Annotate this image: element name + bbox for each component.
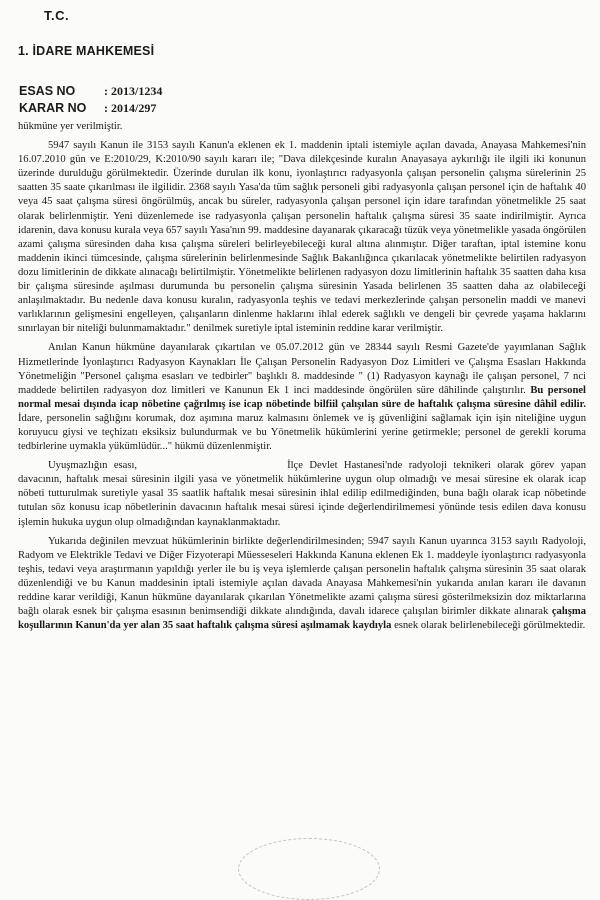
paragraph-regulation (18, 341, 586, 454)
regulation-bold-text: Bu personel normal mesai dışında icap nöbetine çağrılmış ise icap nöbetinde bilfiil çalışılan süre de haftalık çalışma süresine dâhil edilir. (18, 384, 587, 410)
esas-value: : 2013/1234 (104, 84, 163, 98)
esas-label: ESAS NO (19, 84, 76, 98)
country-heading: T.C. (44, 8, 70, 23)
dispute-text: Uyuşmazlığın esası, (48, 460, 138, 472)
karar-label: KARAR NO (19, 101, 87, 115)
evaluation-text-cont: esnek olarak belirlenebileceği görülmektedir. (394, 620, 586, 632)
document-body (18, 120, 586, 633)
paragraph-evaluation (18, 535, 586, 634)
dispute-text-cont: İlçe Devlet Hastanesi'nde radyoloji teknikeri olarak görev yapan davacının, haftalık mesai süresinin ilgili yasa ve yönetmelik hükümlerine uygun olup olmadığı ve mesai süresine ek olarak icap nöbeti tutturulmak suretiyle yasal 35 saatlik haftalık mesai süresinin ihlal edilip edilmediğinden, buna bağlı olarak icap nöbetinde tutulan söz konusu icap nöbetlerinin davacının haftalık mesai süresi içinde değerlendirilmemesi yönünde tesis edilen dava konusu işlemin hukuka uygun olup olmadığından kaynaklanmaktadır. (18, 460, 587, 528)
paragraph-dispute (18, 459, 586, 529)
karar-number-row (19, 101, 156, 116)
court-stamp (238, 838, 380, 900)
esas-number-row (19, 84, 162, 99)
paragraph-constitutional-court: 5947 sayılı Kanun ile 3153 sayılı Kanun'a eklenen ek 1. maddenin iptali istemiyle açılan davada, Anayasa Mahkemesi'nin 16.07.2010 gün ve E:2010/29, K:2010/90 sayılı kararı ile; "Dava dilekçesinde kuralın Anayasaya aykırılığı ile ilgili iki konunun üzerinde durulduğu görülmektedir. Üzerinde durulan ilk konu, iyonlaştırıcı radyasyonla çalışan personelin çalışma sürelerinin 25 saatten 35 saate çıkarılması ile ilgilidir. 2368 sayılı Yasa'da tüm sağlık personeli gibi radyasyonla çalışan personel için de haftalık 40 veya 45 saat çalışma süresi öngörülmüş, ancak bu süreler, radyasyonla çalışan personel için idare tarafından yönetmelikle 25 saat olarak belirlenmiştir. Yeni düzenlemede ise radyasyonla çalışan personelin haftalık çalışma süresi 35 saate indirilmiştir. Ayrıca idarenin, dava konusu kurala veya 657 sayılı Yasa'nın 99. maddesine dayanarak çıkaracağı tüzük veya yönetmelikle yasada öngörülen azami çalışma süresinden daha kısa çalışma süreleri belirleyebileceği kural altına alınmıştır. Diğer taraftan, iptal istemine konu maddenin ikinci tümcesinde, çalışma sürelerinin belirlenmesinde Sağlık Bakanlığınca çıkarılacak yönetmelikte belirtilen radyasyon dozu limitlerinin de dikkate alınacağı belirtilmiştir. Yönetmelikte belirlenen radyasyon dozu limitlerinin haftalık 35 saatten daha kısa bir çalışma süresinde aşılması durumunda bu personelin çalışma süresinin Yasada belirlenen 35 saatten daha az olabileceği anlaşılmaktadır. Bu nedenle dava konusu kuralın, radyasyonla teşhis ve tedavi merkezlerinde çalışan personelin maddi ve manevi varlıklarının gelişmesini engelleyen, çalışanların dinlenme haklarını ihlal ederek sağlıklı ve dengeli bir çevrede yaşama haklarını sınırlayan bir niteliği bulunmamaktadır." denilmek suretiyle iptal isteminin reddine karar verilmiştir. (18, 140, 586, 335)
court-name: 1. İDARE MAHKEMESİ (18, 44, 155, 58)
regulation-text: Anılan Kanun hükmüne dayanılarak çıkartılan ve 05.07.2012 gün ve 28344 sayılı Resmi Gazete'de yayımlanan Sağlık Hizmetlerinde İyonlaştırıcı Radyasyon Kaynakları İle Çalışan Personelin Radyasyon Doz Limitleri ve Çalışma Esasları Hakkında Yönetmeliğin "Personel çalışma esasları ve tedbirler" başlıklı 8. maddesinde " (1) Radyasyon kaynağı ile çalışan personel, 7 nci maddede belirtilen radyasyon doz limitleri ve Kanunun Ek 1 inci maddesinde öngörülen süre dâhilinde çalıştırılır. (18, 342, 586, 396)
regulation-text-cont: İdare, personelin sağlığını korumak, doz aşımına maruz kalmasını önlemek ve iş güvenliğini sağlamak için işin niteliğine uygun koruyucu giysi ve teçhizatı eksiksiz bulundurmak ve bu Yönetmelik hükümlerini yerine getirmekle; personel de gerekli koruma tedbirlerine uymakla yükümlüdür..." hükmü düzenlenmiştir. (18, 412, 586, 453)
paragraph-intro: hükmüne yer verilmiştir. (18, 121, 123, 132)
evaluation-text: Yukarıda değinilen mevzuat hükümlerinin birlikte değerlendirilmesinden; 5947 sayılı Kanun uyarınca 3153 sayılı Radyoloji, Radyom ve Elektrikle Tedavi ve Diğer Fizyoterapi Müesseseleri Hakkında Kanuna eklenen Ek 1. maddeyle iyonlaştırıcı radyasyonla teşhis, tedavi veya araştırmanın yapıldığı yerler ile bu iş veya işlemlerde çalışan personelin haftalık çalışma süresinin 35 saat olarak düzenlendiği ve bu Kanun maddesinin iptali istemiyle açılan davada Anayasa Mahkemesi'nin yukarıda anılan kararı ile davanın reddine karar verildiği, Kanun hükmüne dayanılarak çıkarılan Yönetmelikte azami çalışma süresi gösterilmeksizin doz miktarlarına bağlı olarak esnek bir çalışma esasının benimsendiği dikkate alındığında, davalı idarece çalışılan birimler dikkate alınarak (18, 535, 586, 618)
evaluation-bold-text: çalışma koşullarının Kanun'da yer alan 35 saat haftalık çalışma süresi aşılmamak kaydıyla (18, 606, 586, 632)
karar-value: : 2014/297 (104, 101, 157, 115)
